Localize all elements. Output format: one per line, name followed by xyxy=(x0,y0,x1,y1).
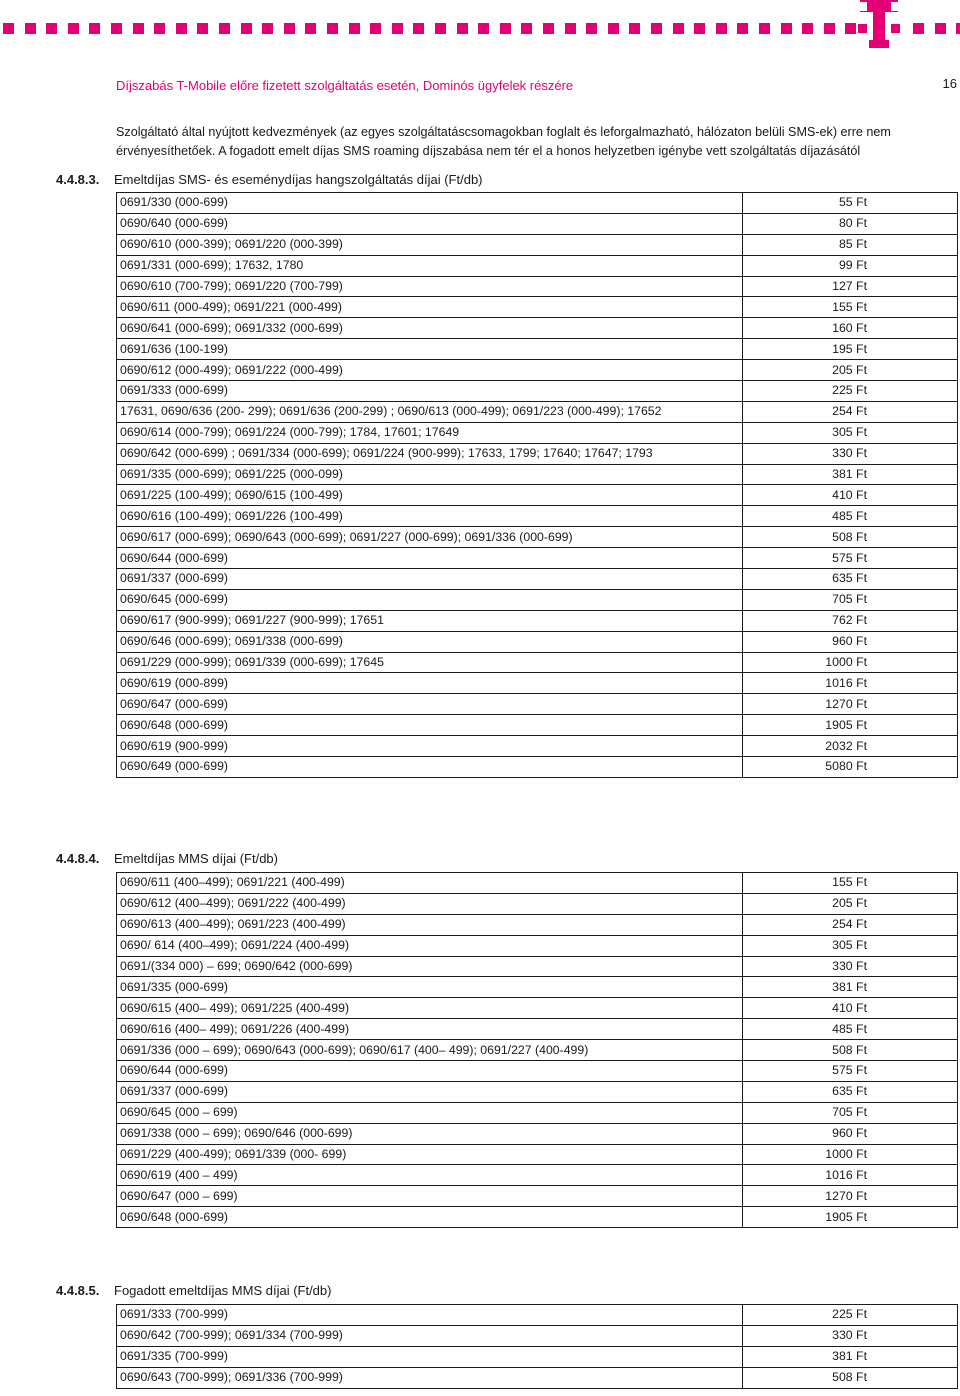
table-row xyxy=(117,1102,958,1123)
number-range-cell: 0690/612 (400–499); 0691/222 (400-499) xyxy=(117,893,743,914)
price-cell: 381 Ft xyxy=(743,1346,958,1367)
price-cell: 330 Ft xyxy=(743,1325,958,1346)
table-row xyxy=(117,1346,958,1367)
brand-dot xyxy=(651,23,662,34)
sms-rates-table xyxy=(116,192,958,778)
price-cell: 960 Ft xyxy=(743,631,958,652)
table-row xyxy=(117,873,958,894)
t-logo-icon xyxy=(858,0,900,48)
table-row xyxy=(117,1325,958,1346)
table-row xyxy=(117,234,958,255)
price-cell: 381 Ft xyxy=(743,977,958,998)
number-range-cell: 0690/648 (000-699) xyxy=(117,1207,743,1228)
price-cell: 99 Ft xyxy=(743,255,958,276)
number-range-cell: 0690/614 (000-799); 0691/224 (000-799); 1784, 17601; 17649 xyxy=(117,422,743,443)
brand-dot xyxy=(802,23,813,34)
table-row xyxy=(117,464,958,485)
table-row xyxy=(117,673,958,694)
number-range-cell: 0691/335 (000-699) xyxy=(117,977,743,998)
section-title: Emeltdíjas MMS díjai (Ft/db) xyxy=(114,851,278,866)
number-range-cell: 0691/636 (100-199) xyxy=(117,339,743,360)
section-title: Fogadott emeltdíjas MMS díjai (Ft/db) xyxy=(114,1283,332,1298)
brand-dot xyxy=(913,23,924,34)
table-row xyxy=(117,381,958,402)
brand-dot xyxy=(956,23,960,34)
section-heading-4-4-8-3 xyxy=(56,172,483,187)
table-row xyxy=(117,506,958,527)
table-row xyxy=(117,1144,958,1165)
price-cell: 330 Ft xyxy=(743,443,958,464)
number-range-cell: 0690/644 (000-699) xyxy=(117,1061,743,1082)
number-range-cell: 0690/611 (000-499); 0691/221 (000-499) xyxy=(117,297,743,318)
table-row xyxy=(117,694,958,715)
price-cell: 575 Ft xyxy=(743,548,958,569)
table-row xyxy=(117,610,958,631)
price-cell: 55 Ft xyxy=(743,193,958,214)
brand-dot xyxy=(608,23,619,34)
brand-dot xyxy=(262,23,273,34)
price-cell: 381 Ft xyxy=(743,464,958,485)
brand-dot xyxy=(457,23,468,34)
price-cell: 254 Ft xyxy=(743,401,958,422)
price-cell: 1905 Ft xyxy=(743,715,958,736)
number-range-cell: 0691/335 (000-699); 0691/225 (000-099) xyxy=(117,464,743,485)
number-range-cell: 0691/229 (400-499); 0691/339 (000- 699) xyxy=(117,1144,743,1165)
brand-dot xyxy=(284,23,295,34)
number-range-cell: 0690/611 (400–499); 0691/221 (400-499) xyxy=(117,873,743,894)
number-range-cell: 0690/644 (000-699) xyxy=(117,548,743,569)
price-cell: 1905 Ft xyxy=(743,1207,958,1228)
number-range-cell: 0691/(334 000) – 699; 0690/642 (000-699) xyxy=(117,956,743,977)
number-range-cell: 0690/612 (000-499); 0691/222 (000-499) xyxy=(117,360,743,381)
price-cell: 127 Ft xyxy=(743,276,958,297)
number-range-cell: 0690/641 (000-699); 0691/332 (000-699) xyxy=(117,318,743,339)
brand-dot xyxy=(824,23,835,34)
table-row xyxy=(117,1305,958,1326)
brand-dot xyxy=(629,23,640,34)
price-cell: 225 Ft xyxy=(743,381,958,402)
table-row xyxy=(117,1207,958,1228)
number-range-cell: 0691/229 (000-999); 0691/339 (000-699); 17645 xyxy=(117,652,743,673)
table-row xyxy=(117,527,958,548)
section-heading-4-4-8-4 xyxy=(56,851,278,866)
table-row xyxy=(117,998,958,1019)
number-range-cell: 0690/647 (000 – 699) xyxy=(117,1186,743,1207)
brand-dot xyxy=(694,23,705,34)
brand-dot xyxy=(89,23,100,34)
section-number: 4.4.8.4. xyxy=(56,851,100,866)
table-row xyxy=(117,1123,958,1144)
price-cell: 508 Ft xyxy=(743,1367,958,1388)
table-row xyxy=(117,1061,958,1082)
brand-dot xyxy=(68,23,79,34)
brand-dot xyxy=(435,23,446,34)
number-range-cell: 0691/336 (000 – 699); 0690/643 (000-699); 0690/617 (400– 499); 0691/227 (400-499) xyxy=(117,1040,743,1061)
number-range-cell: 0690/616 (100-499); 0691/226 (100-499) xyxy=(117,506,743,527)
number-range-cell: 0691/335 (700-999) xyxy=(117,1346,743,1367)
brand-dot xyxy=(845,23,856,34)
brand-dot xyxy=(759,23,770,34)
number-range-cell: 0690/619 (900-999) xyxy=(117,736,743,757)
number-range-cell: 0691/337 (000-699) xyxy=(117,569,743,590)
table-row xyxy=(117,548,958,569)
table-row xyxy=(117,339,958,360)
table-row xyxy=(117,715,958,736)
number-range-cell: 0690/642 (000-699) ; 0691/334 (000-699); 0691/224 (900-999); 17633, 1799; 17640; 17647; 1793 xyxy=(117,443,743,464)
table-row xyxy=(117,893,958,914)
table-row xyxy=(117,569,958,590)
price-cell: 80 Ft xyxy=(743,213,958,234)
brand-dot xyxy=(413,23,424,34)
price-cell: 635 Ft xyxy=(743,569,958,590)
price-cell: 508 Ft xyxy=(743,527,958,548)
number-range-cell: 0691/225 (100-499); 0690/615 (100-499) xyxy=(117,485,743,506)
table-row xyxy=(117,977,958,998)
table-row xyxy=(117,589,958,610)
number-range-cell: 0690/647 (000-699) xyxy=(117,694,743,715)
table-row xyxy=(117,443,958,464)
price-cell: 635 Ft xyxy=(743,1081,958,1102)
brand-dot xyxy=(370,23,381,34)
number-range-cell: 0691/333 (000-699) xyxy=(117,381,743,402)
price-cell: 5080 Ft xyxy=(743,757,958,778)
table-row xyxy=(117,935,958,956)
brand-dot xyxy=(25,23,36,34)
table-row xyxy=(117,1019,958,1040)
price-cell: 85 Ft xyxy=(743,234,958,255)
number-range-cell: 0691/337 (000-699) xyxy=(117,1081,743,1102)
intro-paragraph: Szolgáltató által nyújtott kedvezmények (az egyes szolgáltatáscsomagokban foglalt és leforgalmazható, hálózaton belüli SMS-ek) erre nem érvényesíthetőek. A fogadott emelt díjas SMS roaming díjszabása nem tér el a honos helyzetben igénybe vett szolgáltatás díjazásától xyxy=(116,125,891,158)
brand-dot xyxy=(935,23,946,34)
brand-dot xyxy=(500,23,511,34)
number-range-cell: 0690/640 (000-699) xyxy=(117,213,743,234)
page-header-title: Díjszabás T-Mobile előre fizetett szolgáltatás esetén, Dominós ügyfelek részére xyxy=(116,78,574,93)
price-cell: 575 Ft xyxy=(743,1061,958,1082)
number-range-cell: 0690/643 (700-999); 0691/336 (700-999) xyxy=(117,1367,743,1388)
table-row xyxy=(117,1165,958,1186)
number-range-cell: 0690/617 (000-699); 0690/643 (000-699); 0691/227 (000-699); 0691/336 (000-699) xyxy=(117,527,743,548)
price-cell: 205 Ft xyxy=(743,893,958,914)
price-cell: 410 Ft xyxy=(743,485,958,506)
price-cell: 1270 Ft xyxy=(743,694,958,715)
table-row xyxy=(117,255,958,276)
brand-dot xyxy=(133,23,144,34)
brand-dot xyxy=(154,23,165,34)
price-cell: 254 Ft xyxy=(743,914,958,935)
brand-dot xyxy=(219,23,230,34)
number-range-cell: 0690/ 614 (400–499); 0691/224 (400-499) xyxy=(117,935,743,956)
number-range-cell: 0690/610 (700-799); 0691/220 (700-799) xyxy=(117,276,743,297)
number-range-cell: 0690/615 (400– 499); 0691/225 (400-499) xyxy=(117,998,743,1019)
number-range-cell: 0690/648 (000-699) xyxy=(117,715,743,736)
received-mms-rates-table xyxy=(116,1304,958,1389)
section-number: 4.4.8.3. xyxy=(56,172,100,187)
price-cell: 485 Ft xyxy=(743,1019,958,1040)
price-cell: 155 Ft xyxy=(743,297,958,318)
brand-dot xyxy=(241,23,252,34)
brand-dot xyxy=(586,23,597,34)
number-range-cell: 0690/610 (000-399); 0691/220 (000-399) xyxy=(117,234,743,255)
table-row xyxy=(117,193,958,214)
brand-dot xyxy=(3,23,14,34)
price-cell: 2032 Ft xyxy=(743,736,958,757)
number-range-cell: 0690/617 (900-999); 0691/227 (900-999); 17651 xyxy=(117,610,743,631)
price-cell: 160 Ft xyxy=(743,318,958,339)
price-cell: 1016 Ft xyxy=(743,673,958,694)
brand-dot xyxy=(349,23,360,34)
brand-dot xyxy=(673,23,684,34)
price-cell: 1016 Ft xyxy=(743,1165,958,1186)
brand-dot xyxy=(46,23,57,34)
brand-dot xyxy=(478,23,489,34)
price-cell: 305 Ft xyxy=(743,935,958,956)
price-cell: 330 Ft xyxy=(743,956,958,977)
price-cell: 155 Ft xyxy=(743,873,958,894)
table-row xyxy=(117,1040,958,1061)
table-row xyxy=(117,736,958,757)
price-cell: 205 Ft xyxy=(743,360,958,381)
brand-dot xyxy=(737,23,748,34)
number-range-cell: 0690/642 (700-999); 0691/334 (700-999) xyxy=(117,1325,743,1346)
price-cell: 225 Ft xyxy=(743,1305,958,1326)
price-cell: 705 Ft xyxy=(743,589,958,610)
table-row xyxy=(117,956,958,977)
table-row xyxy=(117,1186,958,1207)
price-cell: 1000 Ft xyxy=(743,652,958,673)
number-range-cell: 0691/338 (000 – 699); 0690/646 (000-699) xyxy=(117,1123,743,1144)
price-cell: 705 Ft xyxy=(743,1102,958,1123)
price-cell: 485 Ft xyxy=(743,506,958,527)
price-cell: 1000 Ft xyxy=(743,1144,958,1165)
section-title: Emeltdíjas SMS- és eseménydíjas hangszolgáltatás díjai (Ft/db) xyxy=(114,172,483,187)
mms-rates-table xyxy=(116,872,958,1228)
number-range-cell: 0691/330 (000-699) xyxy=(117,193,743,214)
number-range-cell: 0690/645 (000-699) xyxy=(117,589,743,610)
table-row xyxy=(117,914,958,935)
price-cell: 508 Ft xyxy=(743,1040,958,1061)
number-range-cell: 0691/331 (000-699); 17632, 1780 xyxy=(117,255,743,276)
table-row xyxy=(117,652,958,673)
number-range-cell: 17631, 0690/636 (200- 299); 0691/636 (200-299) ; 0690/613 (000-499); 0691/223 (000-499); 17652 xyxy=(117,401,743,422)
section-heading-4-4-8-5 xyxy=(56,1283,331,1298)
page-number: 16 xyxy=(942,76,957,91)
brand-dot xyxy=(716,23,727,34)
brand-dotted-bar xyxy=(0,0,960,34)
number-range-cell: 0690/619 (000-899) xyxy=(117,673,743,694)
brand-dot xyxy=(327,23,338,34)
table-row xyxy=(117,360,958,381)
number-range-cell: 0690/649 (000-699) xyxy=(117,757,743,778)
price-cell: 960 Ft xyxy=(743,1123,958,1144)
brand-dot xyxy=(565,23,576,34)
table-row xyxy=(117,297,958,318)
number-range-cell: 0691/333 (700-999) xyxy=(117,1305,743,1326)
table-row xyxy=(117,1081,958,1102)
table-row xyxy=(117,213,958,234)
brand-dot xyxy=(176,23,187,34)
table-row xyxy=(117,318,958,339)
brand-dot xyxy=(521,23,532,34)
table-row xyxy=(117,485,958,506)
table-row xyxy=(117,631,958,652)
table-row xyxy=(117,401,958,422)
number-range-cell: 0690/646 (000-699); 0691/338 (000-699) xyxy=(117,631,743,652)
number-range-cell: 0690/616 (400– 499); 0691/226 (400-499) xyxy=(117,1019,743,1040)
brand-dot xyxy=(543,23,554,34)
table-row xyxy=(117,757,958,778)
number-range-cell: 0690/645 (000 – 699) xyxy=(117,1102,743,1123)
section-number: 4.4.8.5. xyxy=(56,1283,100,1298)
price-cell: 305 Ft xyxy=(743,422,958,443)
brand-dot xyxy=(305,23,316,34)
table-row xyxy=(117,276,958,297)
number-range-cell: 0690/613 (400–499); 0691/223 (400-499) xyxy=(117,914,743,935)
table-row xyxy=(117,1367,958,1388)
brand-dot xyxy=(111,23,122,34)
price-cell: 1270 Ft xyxy=(743,1186,958,1207)
price-cell: 762 Ft xyxy=(743,610,958,631)
brand-dot xyxy=(392,23,403,34)
table-row xyxy=(117,422,958,443)
brand-dot xyxy=(197,23,208,34)
brand-dot xyxy=(781,23,792,34)
price-cell: 410 Ft xyxy=(743,998,958,1019)
price-cell: 195 Ft xyxy=(743,339,958,360)
number-range-cell: 0690/619 (400 – 499) xyxy=(117,1165,743,1186)
